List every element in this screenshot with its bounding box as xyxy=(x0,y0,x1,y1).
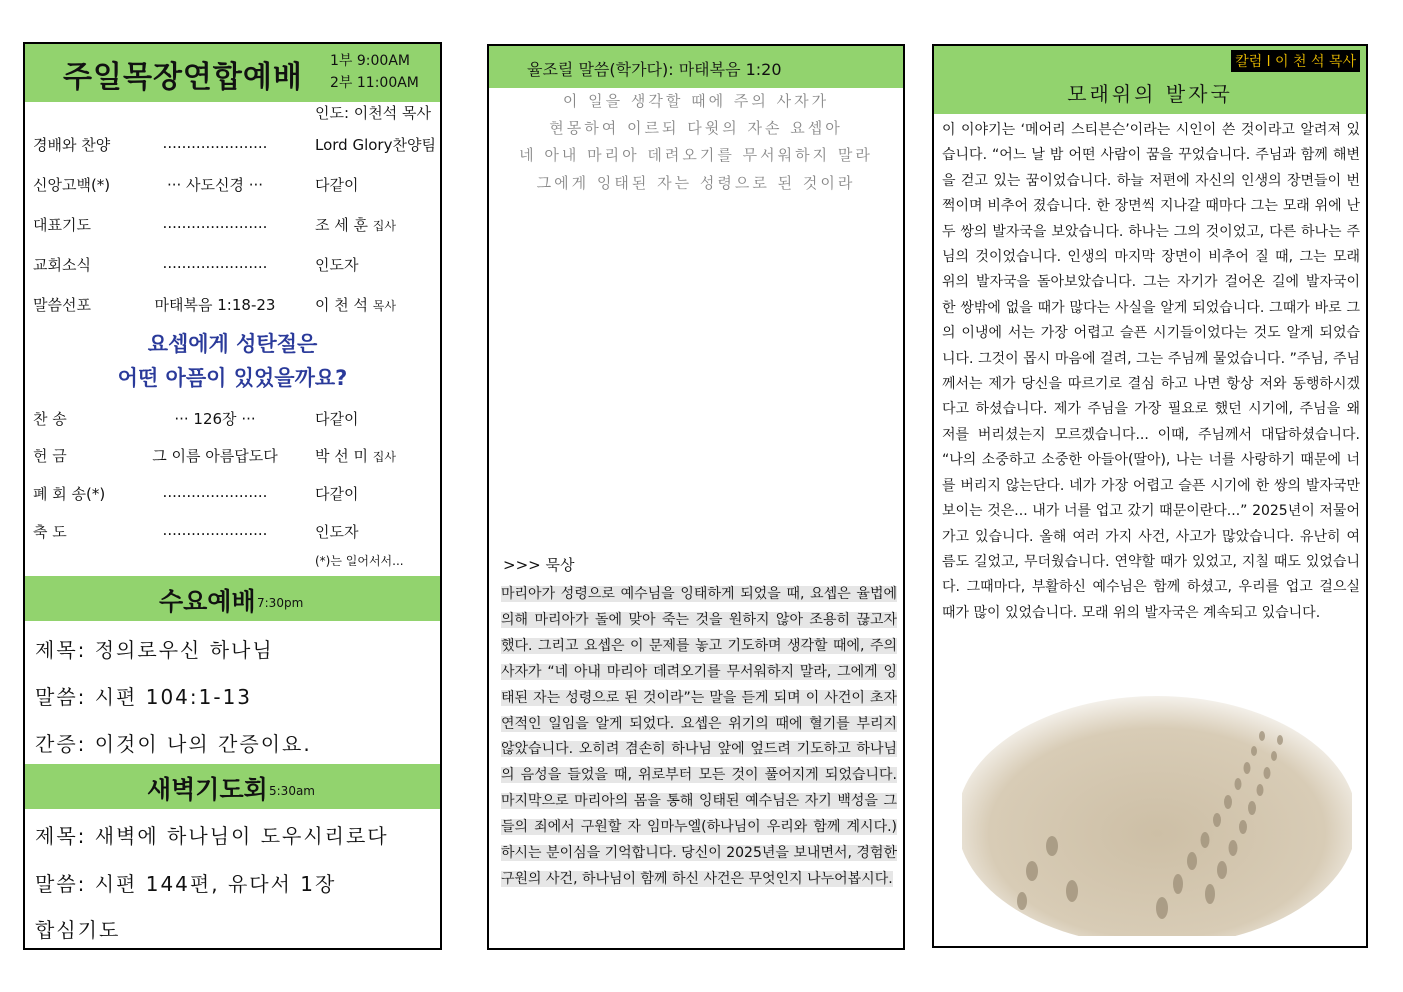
worship-order-panel xyxy=(23,42,442,950)
dawn-item: 합심기도 xyxy=(35,918,121,942)
order-detail: ...................... xyxy=(162,134,268,152)
order-item: 교회소식 xyxy=(33,256,91,274)
person-name: 인도자 xyxy=(315,523,359,541)
recitation-title: 율조릴 말씀(학가다): 마태복음 1:20 xyxy=(527,60,782,79)
verse-line: 그에게 잉태된 자는 성령으로 된 것이라 xyxy=(536,174,856,192)
recitation-panel xyxy=(487,44,905,950)
dawn-title: 새벽기도회 xyxy=(147,775,268,804)
person-name: 조 세 훈 xyxy=(315,216,373,234)
column-author-badge: 칼럼 l 이 천 석 목사 xyxy=(1231,50,1360,72)
sermon-title-line2: 어떤 아픔이 있었을까요? xyxy=(117,366,348,390)
dawn-time: 5:30am xyxy=(269,784,315,798)
order-row xyxy=(25,404,440,432)
order-person xyxy=(315,483,358,504)
person-title: 목사 xyxy=(372,299,396,313)
order-person xyxy=(315,294,396,315)
person-title: 집사 xyxy=(372,219,396,233)
wednesday-item: 제목: 정의로우신 하나님 xyxy=(35,638,274,662)
order-detail: ··· 126장 ··· xyxy=(174,410,256,428)
worship-leader: 인도: 이천석 목사 xyxy=(315,104,432,122)
order-row xyxy=(25,441,440,469)
order-item: 신앙고백(*) xyxy=(33,176,111,194)
person-name: 인도자 xyxy=(315,256,359,274)
second-service-time: 2부 11:00AM xyxy=(330,75,419,91)
sunday-worship-header xyxy=(25,44,440,102)
order-row xyxy=(25,250,440,278)
wednesday-time: 7:30pm xyxy=(257,596,304,610)
dawn-item: 제목: 새벽에 하나님이 도우시리로다 xyxy=(35,824,389,848)
dawn-header xyxy=(25,764,440,809)
verse-line: 이 일을 생각할 때에 주의 사자가 xyxy=(562,92,830,110)
column-title: 모래위의 발자국 xyxy=(1067,82,1233,106)
order-item: 말씀선포 xyxy=(33,296,91,314)
order-item: 헌 금 xyxy=(33,447,67,465)
order-item: 찬 송 xyxy=(33,410,67,428)
order-row xyxy=(25,210,440,238)
wednesday-item: 말씀: 시편 104:1-13 xyxy=(35,685,253,709)
order-person xyxy=(315,134,436,155)
order-item: 대표기도 xyxy=(33,216,91,234)
meditation-body: 마리아가 성령으로 예수님을 잉태하게 되었을 때, 요셉은 율법에 의해 마리아가 돌에 맞아 죽는 것을 원하지 않아 조용히 끊고자 했다. 그리고 요셉은 이 문제를 놓고 기도하며 생각할 때에, 주의 사자가 “네 아내 마리아 데려오기를 무서워하지 말라, 그에게 잉태된 자는 성령으로 된 것이라”는 말을 듣게 되며 이 사건이 초자연적인 일임을 알게 되었다. 요셉은 위기의 때에 혈기를 부리지 않았습니다. 오히려 겸손히 하나님 앞에 엎드려 기도하고 하나님의 음성을 들었을 때, 위로부터 모든 것이 풀어지게 되었습니다. 마지막으로 마리아의 몸을 통해 잉태된 예수님은 자기 백성을 그들의 죄에서 구원할 자 임마누엘(하나님이 우리와 함께 계시다.) 하시는 분이심을 기억합니다. 당신이 2025년을 보내면서, 경험한 구원의 사건, 하나님이 함께 하신 사건은 무엇인지 나누어봅시다. xyxy=(501,586,897,887)
person-name: 박 선 미 xyxy=(315,447,373,465)
column-body: 이 이야기는 ‘메어리 스티븐슨’이라는 시인이 쓴 것이라고 알려져 있습니다. “어느 날 밤 어떤 사람이 꿈을 꾸었습니다. 주님과 함께 해변을 걷고 있는 꿈이었습니다. 하늘 저편에 자신의 인생의 장면들이 번쩍이며 비추어 졌습니다. 한 장면씩 지나갈 때마다 그는 모래 위에 난 두 쌍의 발자국을 보았습니다. 하나는 그의 것이었고, 다른 하나는 주님의 것이었습니다. 인생의 마지막 장면이 비추어 질 때, 그는 모래 위의 발자국을 돌아보았습니다. 그는 자기가 걸어온 길에 발자국이 한 쌍밖에 없을 때가 많다는 사실을 알게 되었습니다. 그때가 바로 그의 이냉에 서는 가장 어렵고 슬픈 시기들이었다는 것도 알게 되었습니다. 그것이 몹시 마음에 걸려, 그는 주님께 물었습니다. ”주님, 주님께서는 제가 당신을 따르기로 결심 하고 나면 항상 저와 동행하시겠다고 하셨습니다. 제가 주님을 가장 필요로 했던 시기에, 주님을 왜 저를 버리셨는지 모르겠습니다... 이때, 주님께서 대답하셨습니다. “나의 소중하고 소중한 아들아(딸아), 나는 너를 사랑하기 때문에 너를 버리지 않는단다. 네가 가장 어렵고 슬픈 시기에 한 쌍의 발자국만 보이는 것은... 내가 너를 업고 갔기 때문이란다...” 2025년이 저물어가고 있습니다. 올해 여러 가지 사건, 사고가 많았습니다. 유난히 여름도 길었고, 무더웠습니다. 연약할 때가 있었고, 지칠 때도 있었습니다. 그때마다, 부활하신 예수님은 함께 하셨고, 우리를 업고 걸으실 때가 많이 있었습니다. 모래 위의 발자국은 계속되고 있습니다. xyxy=(942,122,1360,621)
order-row xyxy=(25,517,440,545)
order-detail: ...................... xyxy=(162,483,268,501)
order-person xyxy=(315,254,358,275)
column-header xyxy=(934,46,1366,114)
standing-note: (*)는 일어서서... xyxy=(315,554,404,568)
dawn-item: 말씀: 시편 144편, 유다서 1장 xyxy=(35,872,337,896)
sermon-title-line1: 요셉에게 성탄절은 xyxy=(147,332,318,356)
column-panel xyxy=(932,44,1368,948)
person-name: 다같이 xyxy=(315,485,359,503)
order-detail: 그 이름 아름답도다 xyxy=(152,447,278,465)
recitation-header xyxy=(489,46,903,88)
order-row xyxy=(25,130,440,158)
first-service-time: 1부 9:00AM xyxy=(330,53,410,69)
order-detail: ...................... xyxy=(162,521,268,539)
wednesday-item: 간증: 이것이 나의 간증이요. xyxy=(35,732,312,756)
order-person xyxy=(315,521,358,542)
verse-line: 현몽하여 이르되 다윗의 자손 요셉아 xyxy=(549,119,843,137)
meditation-text xyxy=(501,582,897,893)
order-person xyxy=(315,408,358,429)
person-name: Lord Glory찬양팀 xyxy=(315,136,436,154)
sand-footprints-image xyxy=(962,696,1352,936)
meditation-label: >>> 묵상 xyxy=(503,556,575,574)
worship-times xyxy=(330,50,419,94)
wednesday-title: 수요예배 xyxy=(159,587,256,616)
sunday-worship-title: 주일목장연합예배 xyxy=(63,60,303,95)
order-person xyxy=(315,445,396,466)
order-row xyxy=(25,290,440,318)
verse-line: 네 아내 마리아 데려오기를 무서워하지 말라 xyxy=(519,146,873,164)
order-item: 경배와 찬양 xyxy=(33,136,111,154)
person-title: 집사 xyxy=(372,450,396,464)
order-person xyxy=(315,214,396,235)
person-name: 다같이 xyxy=(315,410,359,428)
order-row xyxy=(25,170,440,198)
order-detail: ··· 사도신경 ··· xyxy=(166,176,264,194)
order-item: 폐 회 송(*) xyxy=(33,485,106,503)
person-name: 다같이 xyxy=(315,176,359,194)
order-detail: 마태복음 1:18-23 xyxy=(154,296,276,314)
person-name: 이 천 석 xyxy=(315,296,373,314)
order-detail: ...................... xyxy=(162,214,268,232)
order-row xyxy=(25,479,440,507)
order-person xyxy=(315,174,358,195)
wednesday-header xyxy=(25,576,440,621)
order-detail: ...................... xyxy=(162,254,268,272)
order-item: 축 도 xyxy=(33,523,67,541)
